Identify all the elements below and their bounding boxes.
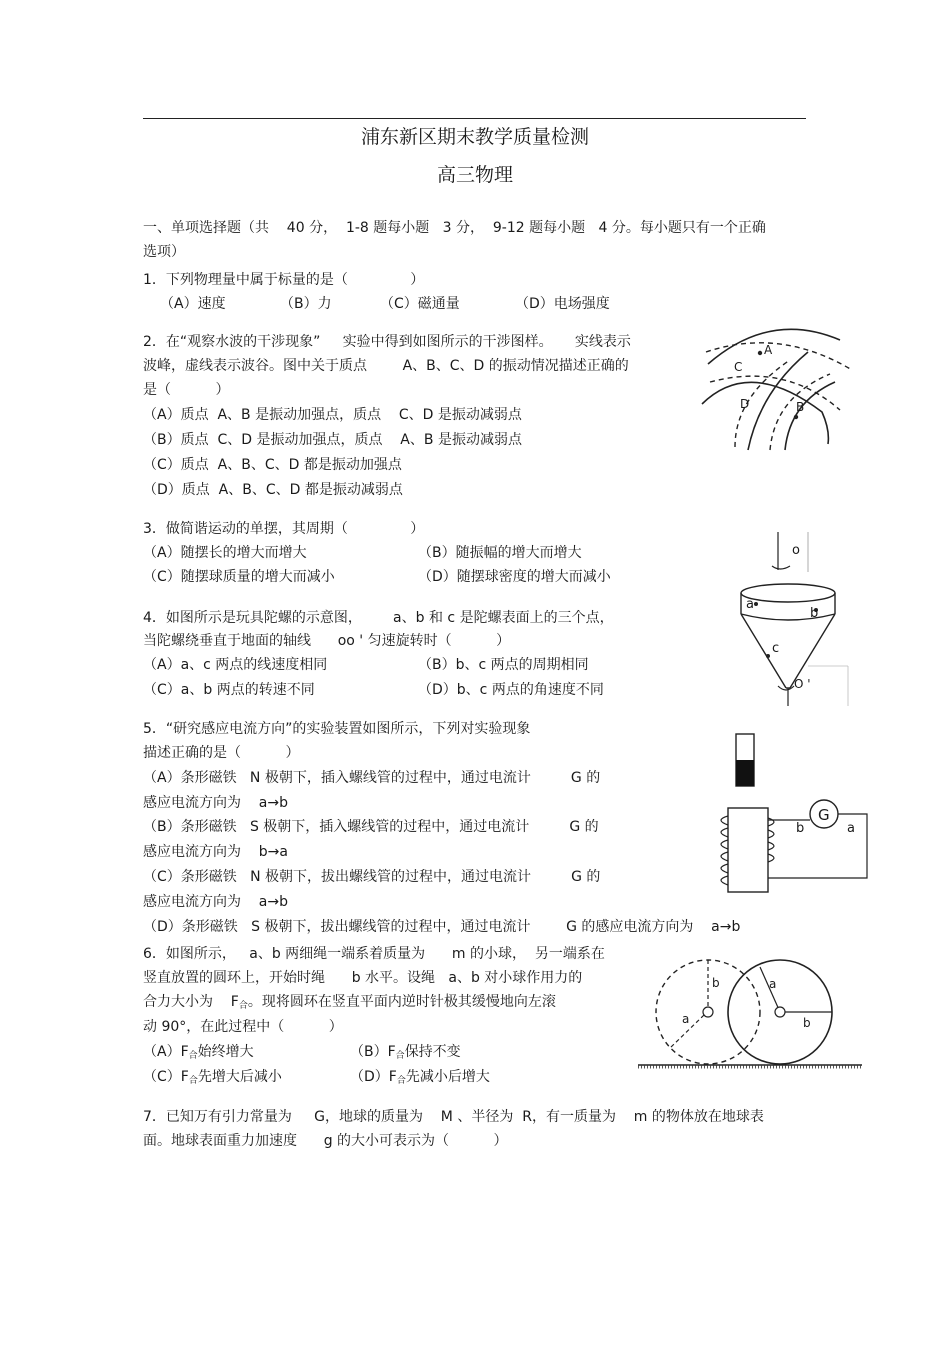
q2-stem-line1: 2．在“观察水波的干涉现象” 实验中得到如图所示的干涉图样。 实线表示 xyxy=(143,334,631,350)
q6-option-d-text: 先减小后增大 xyxy=(405,1069,490,1085)
q6-option-a-text: 始终增大 xyxy=(197,1044,254,1060)
q5-option-a-line1: （A）条形磁铁 N 极朝下，插入螺线管的过程中，通过电流计 G 的 xyxy=(143,770,601,786)
q5-option-c-line2: 感应电流方向为 a→b xyxy=(143,894,288,910)
q5-solenoid-figure xyxy=(710,728,875,898)
q6-option-c-text: 先增大后减小 xyxy=(197,1069,282,1085)
q1-stem: 1．下列物理量中属于标量的是（ ） xyxy=(143,272,425,288)
header-rule xyxy=(143,118,806,119)
q2-option-a: （A）质点 A、B 是振动加强点，质点 C、D 是振动减弱点 xyxy=(143,407,522,423)
q6-option-c-label: （C）F xyxy=(143,1069,189,1085)
q6-stem-line1: 6．如图所示， a、b 两细绳一端系着质量为 m 的小球， 另一端系在 xyxy=(143,946,605,962)
q4-label-o: o xyxy=(792,543,800,558)
q6-stem-line2: 竖直放置的圆环上，开始时绳 b 水平。设绳 a、b 对小球作用力的 xyxy=(143,970,583,986)
q6-option-c xyxy=(143,1067,282,1091)
q3-option-d: （D）随摆球密度的增大而减小 xyxy=(418,569,611,585)
q6-option-d-label: （D）F xyxy=(350,1069,397,1085)
q6-option-b-sub: 合 xyxy=(395,1051,405,1061)
q1-option-c: （C）磁通量 xyxy=(380,296,460,312)
q6-stem-line3 xyxy=(143,992,556,1016)
q5-option-b-line1: （B）条形磁铁 S 极朝下，插入螺线管的过程中，通过电流计 G 的 xyxy=(143,819,599,835)
q2-label-b: B xyxy=(796,400,805,414)
q6-stem-line3-tail: 。现将圆环在竖直平面内逆时针极其缓慢地向左滚 xyxy=(247,994,556,1010)
q3-option-b: （B）随振幅的增大而增大 xyxy=(418,545,582,561)
q5-label-b: b xyxy=(796,821,805,836)
q4-stem-line2: 当陀螺绕垂直于地面的轴线 oo ' 匀速旋转时（ ） xyxy=(143,633,511,649)
q4-stem-line1: 4．如图所示是玩具陀螺的示意图， a、b 和 c 是陀螺表面上的三个点， xyxy=(143,610,614,626)
q5-option-d: （D）条形磁铁 S 极朝下，拔出螺线管的过程中，通过电流计 G 的感应电流方向为 a→b xyxy=(143,919,741,935)
q3-option-a: （A）随摆长的增大而增大 xyxy=(143,545,307,561)
q6-option-d xyxy=(350,1067,490,1091)
q2-option-d: （D）质点 A、B、C、D 都是振动减弱点 xyxy=(143,482,403,498)
q1-option-a: （A）速度 xyxy=(160,296,226,312)
q6-option-b-text: 保持不变 xyxy=(404,1044,461,1060)
q6-dashed-label-b: b xyxy=(712,976,720,990)
q6-option-d-sub: 合 xyxy=(396,1076,406,1086)
q4-option-d: （D）b、c 两点的角速度不同 xyxy=(418,682,604,698)
q7-stem-line2: 面。地球表面重力加速度 g 的大小可表示为（ ） xyxy=(143,1133,508,1149)
q6-ring-figure xyxy=(638,955,863,1070)
q5-option-b-line2: 感应电流方向为 b→a xyxy=(143,844,288,860)
q2-stem-line2: 波峰，虚线表示波谷。图中关于质点 A、B、C、D 的振动情况描述正确的 xyxy=(143,358,629,374)
q4-option-c: （C）a、b 两点的转速不同 xyxy=(143,682,315,698)
q4-label-o-prime: O ' xyxy=(794,677,811,691)
q6-sub-he: 合 xyxy=(238,1001,248,1011)
q6-option-b-label: （B）F xyxy=(350,1044,396,1060)
section-heading-line1: 一、单项选择题（共 40 分， 1-8 题每小题 3 分， 9-12 题每小题 4 分。每小题只有一个正确 xyxy=(143,220,766,236)
q5-galvanometer-label: G xyxy=(818,806,830,824)
q1-option-b: （B）力 xyxy=(280,296,332,312)
q4-label-b: b xyxy=(810,606,819,621)
q3-stem: 3．做简谐运动的单摆，其周期（ ） xyxy=(143,521,425,537)
q6-option-a-sub: 合 xyxy=(188,1051,198,1061)
q5-stem-line2: 描述正确的是（ ） xyxy=(143,745,300,761)
q5-option-a-line2: 感应电流方向为 a→b xyxy=(143,795,288,811)
q4-option-b: （B）b、c 两点的周期相同 xyxy=(418,657,589,673)
q5-option-c-line1: （C）条形磁铁 N 极朝下，拔出螺线管的过程中，通过电流计 G 的 xyxy=(143,869,601,885)
q6-dashed-label-a: a xyxy=(682,1012,690,1026)
q4-option-a: （A）a、c 两点的线速度相同 xyxy=(143,657,328,673)
q1-option-d: （D）电场强度 xyxy=(515,296,610,312)
q4-label-c: c xyxy=(772,641,780,656)
q2-label-a: A xyxy=(764,343,773,357)
q7-stem-line1: 7．已知万有引力常量为 G，地球的质量为 M 、半径为 R，有一质量为 m 的物体放在地球表 xyxy=(143,1109,764,1125)
q2-label-c: C xyxy=(734,360,743,374)
q6-stem-line3-head: 合力大小为 F xyxy=(143,994,239,1010)
q3-option-c: （C）随摆球质量的增大而减小 xyxy=(143,569,335,585)
q2-stem-line3: 是（ ） xyxy=(143,382,230,398)
q6-stem-line4: 动 90°，在此过程中（ ） xyxy=(143,1019,343,1035)
exam-title: 浦东新区期末教学质量检测 xyxy=(360,126,589,148)
q6-option-b xyxy=(350,1042,461,1066)
q4-top-figure xyxy=(730,528,855,708)
q6-solid-label-b: b xyxy=(803,1016,811,1030)
q4-label-a: a xyxy=(746,597,754,612)
q2-option-b: （B）质点 C、D 是振动加强点，质点 A、B 是振动减弱点 xyxy=(143,432,522,448)
q5-label-a: a xyxy=(847,821,855,836)
q2-label-d: D xyxy=(740,397,750,411)
section-heading-line2: 选项） xyxy=(143,244,185,260)
exam-subtitle: 高三物理 xyxy=(436,164,513,186)
q6-option-a-label: （A）F xyxy=(143,1044,189,1060)
q2-interference-figure xyxy=(690,322,860,452)
q2-option-c: （C）质点 A、B、C、D 都是振动加强点 xyxy=(143,457,402,473)
q6-solid-label-a: a xyxy=(769,977,777,991)
q6-option-c-sub: 合 xyxy=(188,1076,198,1086)
q5-stem-line1: 5．“研究感应电流方向”的实验装置如图所示，下列对实验现象 xyxy=(143,721,531,737)
q6-option-a xyxy=(143,1042,254,1066)
